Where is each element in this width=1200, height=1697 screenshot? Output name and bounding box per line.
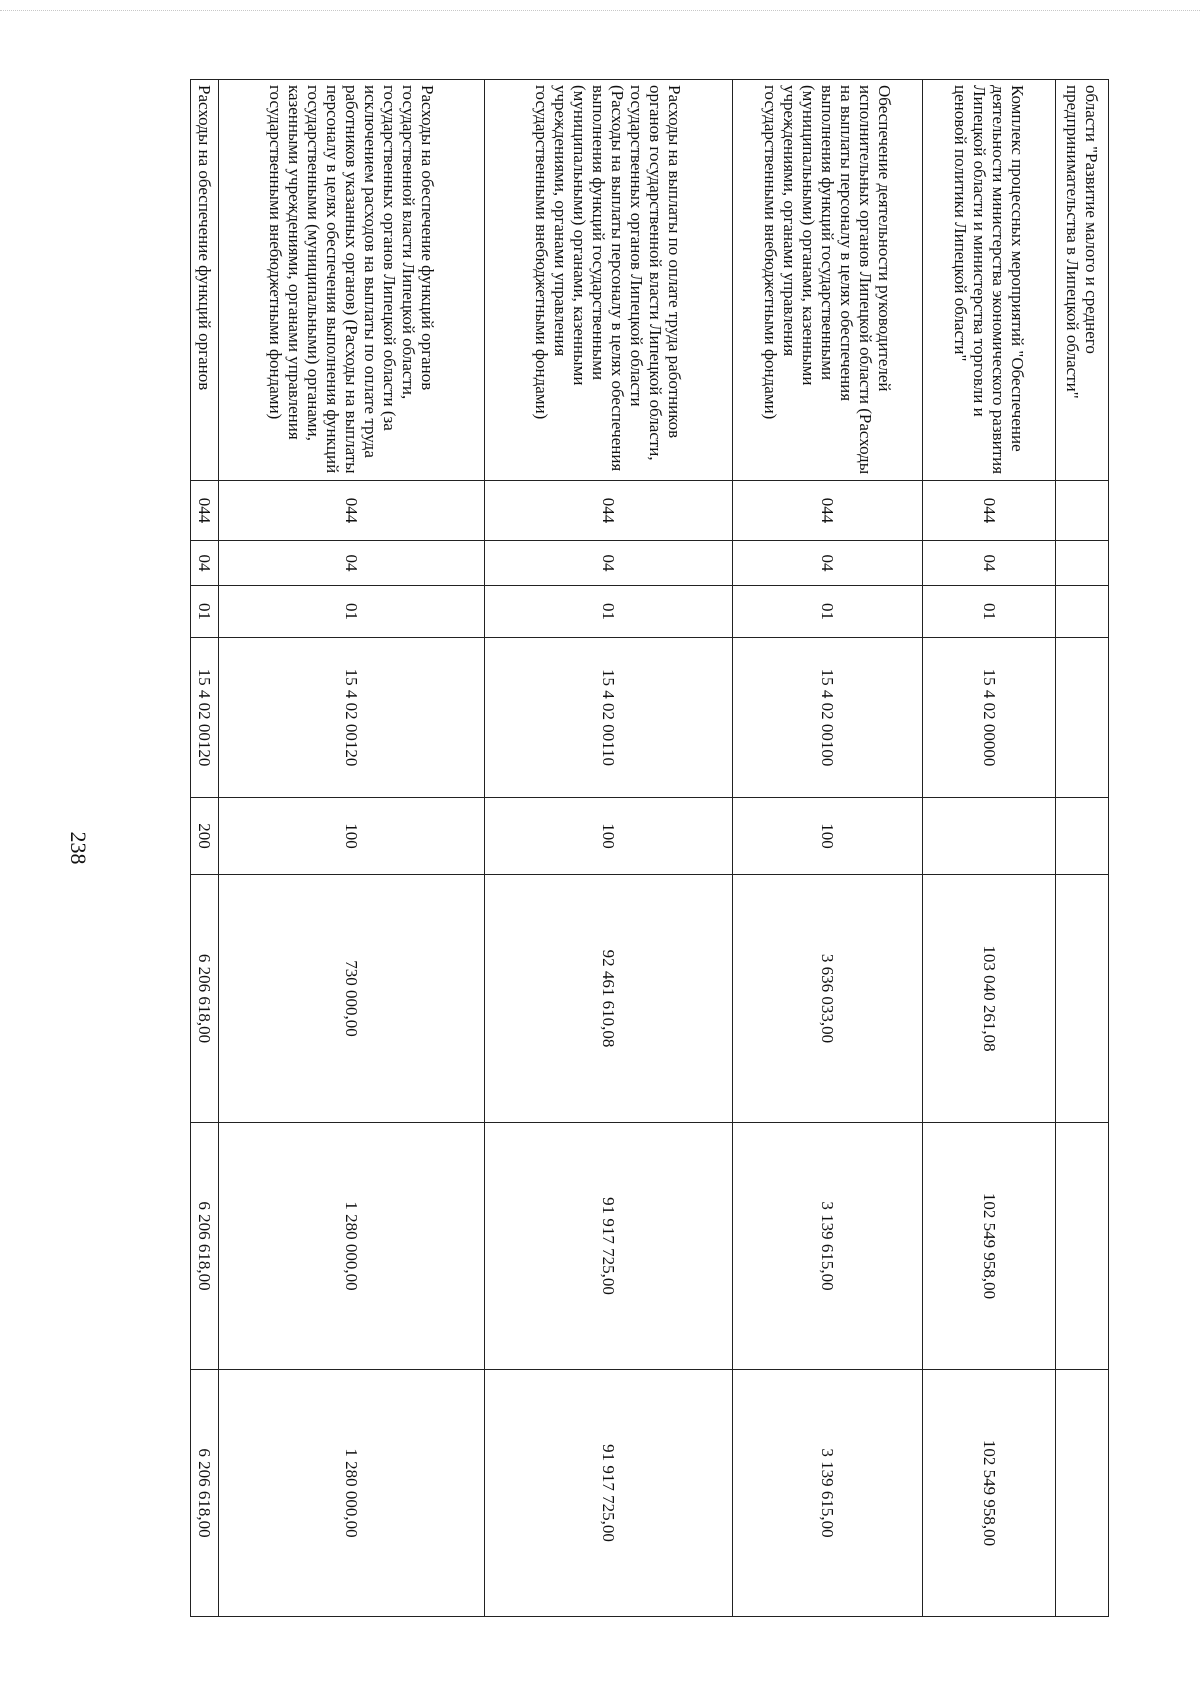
subsection-code: 01 — [485, 586, 733, 638]
table-row — [923, 80, 1056, 1617]
expense-type: 100 — [219, 798, 485, 875]
target-article: 15 4 02 00100 — [733, 638, 923, 798]
subsection-code: 01 — [733, 586, 923, 638]
sum-col-2: 6 206 618,00 — [191, 1123, 219, 1370]
sum-col-2: 1 280 000,00 — [219, 1123, 485, 1370]
sum-col-2: 91 917 725,00 — [485, 1123, 733, 1370]
subsection-code — [1056, 586, 1109, 638]
table-row — [733, 80, 923, 1617]
ministry-code: 044 — [485, 481, 733, 541]
sum-col-3: 1 280 000,00 — [219, 1370, 485, 1617]
ministry-code: 044 — [219, 481, 485, 541]
section-code: 04 — [923, 541, 1056, 586]
ministry-code: 044 — [733, 481, 923, 541]
expense-type: 100 — [485, 798, 733, 875]
section-code: 04 — [191, 541, 219, 586]
sum-col-1: 3 636 033,00 — [733, 875, 923, 1123]
budget-table — [190, 79, 1109, 1617]
target-article: 15 4 02 00120 — [191, 638, 219, 798]
target-article: 15 4 02 00120 — [219, 638, 485, 798]
target-article: 15 4 02 00110 — [485, 638, 733, 798]
row-name: Комплекс процессных мероприятий "Обеспечение деятельности министерства экономического развития Липецкой области и министерства торговли и ценовой политики Липецкой области" — [923, 80, 1056, 481]
sum-col-2: 102 549 958,00 — [923, 1123, 1056, 1370]
row-name: Обеспечение деятельности руководителей исполнительных органов Липецкой области (Расходы на выплаты персоналу в целях обеспечения выполнения функций государственными (муниципальными) органами, казенными учреждениями, органами управления государственными внебюджетными фондами) — [733, 80, 923, 481]
subsection-code: 01 — [923, 586, 1056, 638]
rotated-table-container — [138, 79, 1109, 1616]
expense-type: 100 — [733, 798, 923, 875]
row-name: Расходы на обеспечение функций органов — [191, 80, 219, 481]
row-name: области "Развитие малого и среднего предпринимательства в Липецкой области" — [1056, 80, 1109, 481]
ministry-code: 044 — [191, 481, 219, 541]
sum-col-1: 103 040 261,08 — [923, 875, 1056, 1123]
sum-col-1: 6 206 618,00 — [191, 875, 219, 1123]
table-row — [1056, 80, 1109, 1617]
expense-type: 200 — [191, 798, 219, 875]
subsection-code: 01 — [191, 586, 219, 638]
sum-col-3 — [1056, 1370, 1109, 1617]
table-row — [219, 80, 485, 1617]
row-name: Расходы на выплаты по оплате труда работников органов государственной власти Липецкой области, государственных органов Липецкой области (Расходы на выплаты персоналу в целях обеспечения выполнения функций государственными (муниципальными) органами, казенными учреждениями, органами управления государственными внебюджетными фондами) — [485, 80, 733, 481]
sum-col-3: 3 139 615,00 — [733, 1370, 923, 1617]
row-name: Расходы на обеспечение функций органов государственной власти Липецкой области, государственных органов Липецкой области (за исключением расходов на выплаты по оплате труда работников указанных органов) (Расходы на выплаты персоналу в целях обеспечения выполнения функций государственными (муниципальными) органами, казенными учреждениями, органами управления государственными внебюджетными фондами) — [219, 80, 485, 481]
page-number: 238 — [66, 831, 91, 865]
target-article: 15 4 02 00000 — [923, 638, 1056, 798]
table-row — [191, 80, 219, 1617]
section-code: 04 — [485, 541, 733, 586]
sum-col-3: 6 206 618,00 — [191, 1370, 219, 1617]
table-row — [485, 80, 733, 1617]
sum-col-3: 102 549 958,00 — [923, 1370, 1056, 1617]
ministry-code — [1056, 481, 1109, 541]
sum-col-1: 730 000,00 — [219, 875, 485, 1123]
target-article — [1056, 638, 1109, 798]
section-code — [1056, 541, 1109, 586]
sum-col-1 — [1056, 875, 1109, 1123]
ministry-code: 044 — [923, 481, 1056, 541]
section-code: 04 — [733, 541, 923, 586]
sum-col-2: 3 139 615,00 — [733, 1123, 923, 1370]
subsection-code: 01 — [219, 586, 485, 638]
sum-col-1: 92 461 610,08 — [485, 875, 733, 1123]
expense-type — [923, 798, 1056, 875]
section-code: 04 — [219, 541, 485, 586]
sum-col-3: 91 917 725,00 — [485, 1370, 733, 1617]
sum-col-2 — [1056, 1123, 1109, 1370]
expense-type — [1056, 798, 1109, 875]
